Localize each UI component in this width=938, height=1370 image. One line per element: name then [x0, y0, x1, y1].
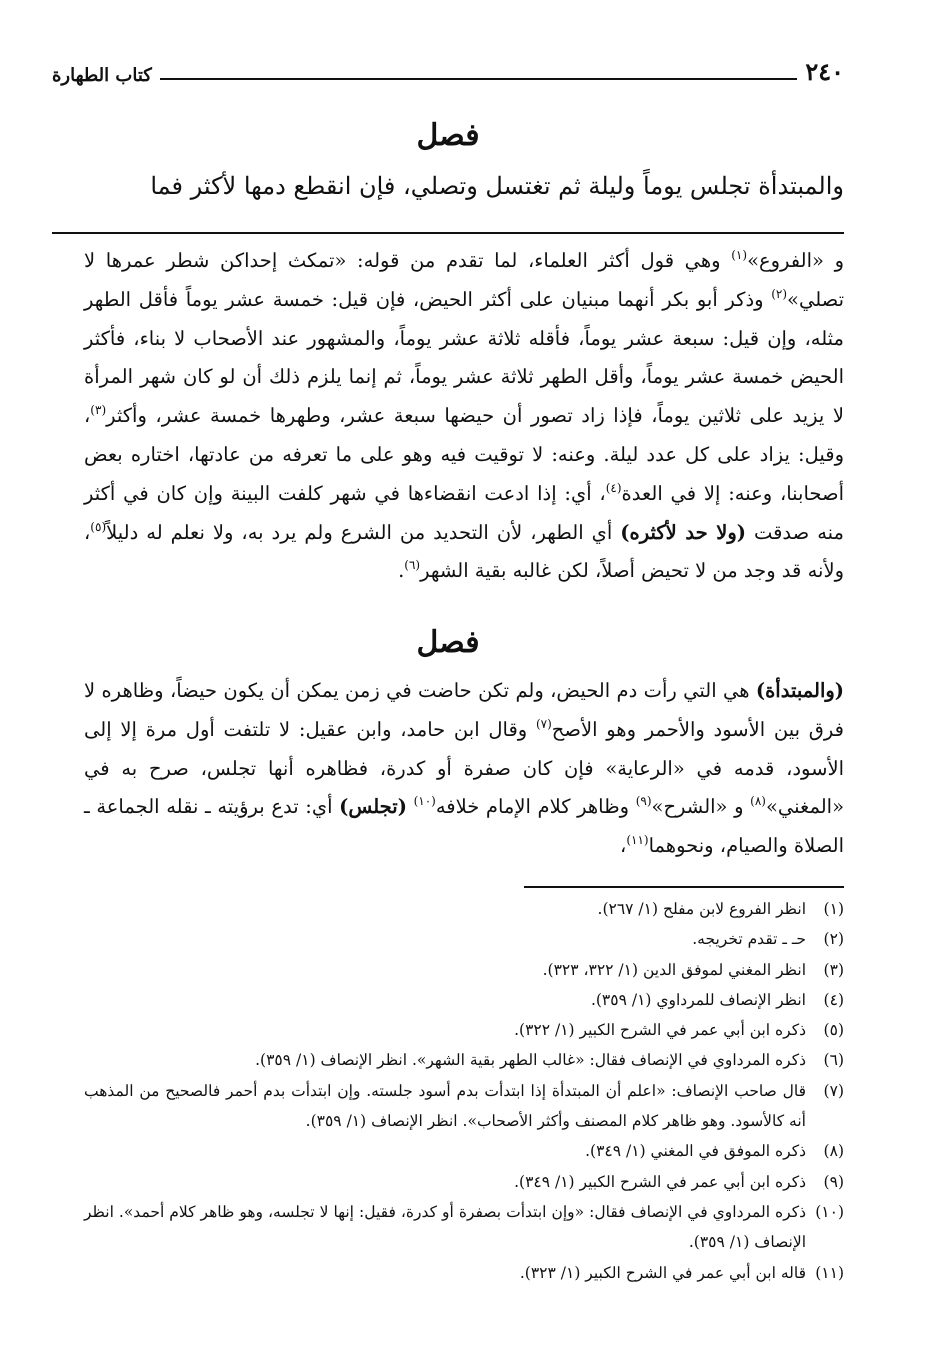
- matn-quote: (تجلس): [339, 795, 407, 819]
- commentary-text: ،: [620, 834, 627, 858]
- header-rule: [160, 78, 797, 80]
- footnote-ref[interactable]: (٥): [90, 519, 107, 534]
- running-header: [52, 54, 844, 86]
- footnote: [84, 1258, 844, 1288]
- footnote-number: (٦): [823, 1051, 844, 1070]
- footnote-ref[interactable]: (٣): [90, 403, 107, 418]
- footnote-number: (١): [823, 900, 844, 918]
- footnote-number: (٥): [823, 1021, 844, 1040]
- footnotes: [84, 894, 844, 1288]
- footnote-ref[interactable]: (١٠): [413, 794, 436, 809]
- footnote-ref[interactable]: (١١): [626, 833, 649, 848]
- commentary-text: وذكر أبو بكر أنهما مبنيان على أكثر الحيض، فإن قيل: خمسة عشر يوماً فأقل الطهر مثله، وإن قيل: سبعة عشر يوماً، فأقله ثلاثة عشر يوماً، والمشهور عند الأصحاب لا بناء، فأكثر الحيض خمسة عشر يوماً، وأقل الطهر ثلاثة عشر يوماً، ثم إنما يلزم ذلك أن لو كان شهر المرأة لا يزيد على ثلاثين يوماً، فإذا زاد تصور أن حيضها سبعة عشر، وطهرها خمسة عشر، وأكثر: [84, 287, 844, 428]
- footnote: [84, 1076, 844, 1137]
- footnote: [84, 985, 844, 1015]
- footnote-number: (٧): [823, 1081, 844, 1100]
- footnote-text: ذكره ابن أبي عمر في الشرح الكبير (١/ ٣٢٢).: [514, 1021, 806, 1040]
- matn-quote: (ولا حد لأكثره): [620, 520, 746, 544]
- page-number: ٢٤٠: [805, 57, 844, 86]
- commentary-text: أي الطهر، لأن التحديد من الشرع ولم يرد به، ولا نعلم له دليلاً: [106, 520, 621, 544]
- commentary-text: وقال ابن حامد، وابن عقيل: لا تلتفت أول مرة إلا إلى الأسود، قدمه في «الرعاية» فإن كان صفرة أو كدرة، فظاهره أنها تجلس، صرح به في «المغني»: [84, 717, 845, 819]
- footnote-ref[interactable]: (٩): [635, 794, 652, 809]
- commentary-text: ، ولأنه قد وجد من لا تحيض أصلاً، لكن غالبه بقية الشهر: [84, 520, 844, 583]
- commentary-text: و «الفروع»: [747, 249, 845, 272]
- footnote-number: (٢): [823, 930, 844, 949]
- footnote: [84, 1167, 844, 1197]
- footnote: [84, 955, 844, 985]
- footnote: [84, 894, 844, 924]
- commentary-text: [407, 795, 414, 818]
- footnote-number: (٤): [823, 990, 844, 1009]
- footnote-ref[interactable]: (١): [731, 248, 748, 262]
- footnote-separator: [524, 886, 844, 888]
- matn-text: والمبتدأة تجلس يوماً وليلة ثم تغتسل وتصلي، فإن انقطع دمها لأكثر فما: [150, 172, 844, 200]
- footnote-ref[interactable]: (٨): [750, 794, 766, 809]
- footnote-text: ذكره المرداوي في الإنصاف فقال: «وإن ابتدأت بصفرة أو كدرة، فقيل: إنها لا تجلسه، وهو ظاهر كلام أحمد». انظر الإنصاف (١/ ٣٥٩).: [84, 1202, 806, 1252]
- footnote-text: انظر المغني لموفق الدين (١/ ٣٢٢، ٣٢٣).: [542, 960, 806, 979]
- footnote-text: قال صاحب الإنصاف: «اعلم أن المبتدأة إذا ابتدأت بدم أسود جلسته. وإن ابتدأت بدم أحمر فالصحيح من المذهب أنه كالأسود. وهو ظاهر كلام المصنف وأكثر الأصحاب». انظر الإنصاف (١/ ٣٥٩).: [84, 1081, 806, 1131]
- footnote-text: حـ ـ تقدم تخريجه.: [692, 930, 806, 949]
- footnote-ref[interactable]: (٢): [771, 286, 788, 301]
- footnote-ref[interactable]: (٦): [404, 558, 421, 573]
- footnote-text: ذكره الموفق في المغني (١/ ٣٤٩).: [585, 1142, 806, 1161]
- footnote-text: قاله ابن أبي عمر في الشرح الكبير (١/ ٣٢٣).: [519, 1263, 806, 1282]
- commentary-text: وهي قول أكثر العلماء، لما تقدم من قوله: «تمكث إحداكن شطر عمرها لا تصلي»: [84, 249, 844, 311]
- commentary-text: .: [398, 559, 405, 583]
- commentary-text: هي التي رأت دم الحيض، ولم تكن حاضت في زمن يمكن أن يكون حيضاً، وظاهره لا فرق بين الأسود والأحمر وهو الأصح: [84, 679, 845, 741]
- commentary-text: أي: تدع برؤيته ـ نقله الجماعة ـ الصلاة والصيام، ونحوهما: [84, 795, 844, 858]
- footnote-number: (٨): [823, 1142, 844, 1161]
- footnote-ref[interactable]: (٧): [535, 716, 552, 731]
- commentary-text: و «الشرح»: [651, 795, 751, 819]
- footnote-text: ذكره المرداوي في الإنصاف فقال: «غالب الطهر بقية الشهر». انظر الإنصاف (١/ ٣٥٩).: [255, 1051, 806, 1070]
- commentary-text: ، وقيل: يزاد على كل عدد ليلة. وعنه: لا توقيت فيه وهو على ما تعرفه من عادتها، اختاره بعض أصحابنا، وعنه: إلا في العدة: [84, 404, 844, 505]
- matn-separator: [52, 232, 844, 234]
- footnote: [84, 1136, 844, 1166]
- footnote: [84, 1197, 844, 1258]
- matn-quote: (والمبتدأة): [755, 679, 844, 702]
- footnote-number: (١١): [815, 1263, 844, 1282]
- section-heading-1: فصل: [416, 118, 480, 153]
- section-heading-2: فصل: [416, 625, 480, 660]
- footnote: [84, 1045, 844, 1075]
- book-title: كتاب الطهارة: [52, 65, 152, 86]
- commentary-paragraph-2: [84, 672, 844, 866]
- commentary-text: وظاهر كلام الإمام خلافه: [435, 795, 636, 819]
- footnote-text: انظر الفروع لابن مفلح (١/ ٢٦٧).: [597, 900, 806, 918]
- footnote-text: انظر الإنصاف للمرداوي (١/ ٣٥٩).: [590, 990, 806, 1009]
- footnote-ref[interactable]: (٤): [605, 480, 622, 495]
- footnote-number: (٣): [823, 960, 844, 979]
- footnote: [84, 924, 844, 954]
- commentary-text: ، أي: إذا ادعت انقضاءها في شهر كلفت البينة وإن كان في أكثر منه صدقت: [84, 481, 844, 544]
- footnote: [84, 1015, 844, 1045]
- footnote-text: ذكره ابن أبي عمر في الشرح الكبير (١/ ٣٤٩).: [514, 1172, 806, 1191]
- footnote-number: (٩): [823, 1172, 844, 1191]
- commentary-paragraph-1: [84, 242, 844, 591]
- footnote-number: (١٠): [815, 1202, 844, 1221]
